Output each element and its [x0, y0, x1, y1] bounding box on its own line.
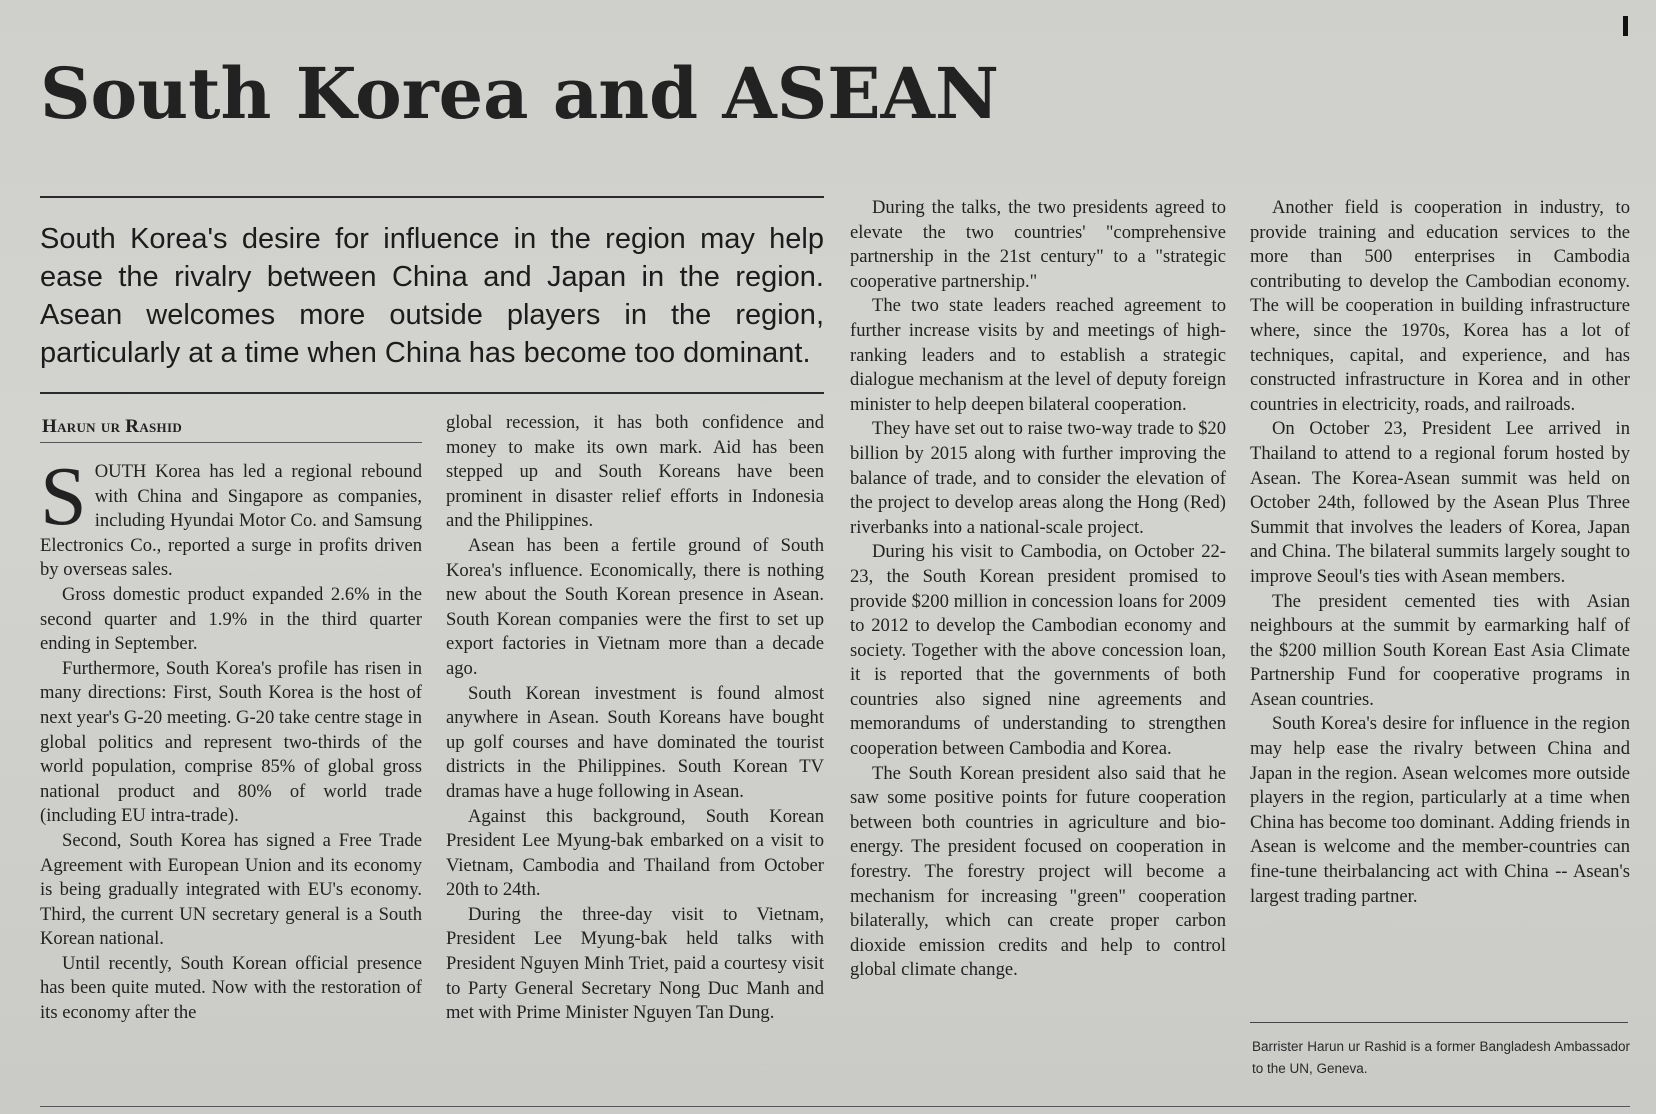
- paragraph: During the talks, the two presidents agreed to elevate the two countries' "comprehensive partnership in the 21st century" to a "strategic cooperative partnership.": [850, 197, 1226, 292]
- paragraph: Another field is cooperation in industry, to provide training and education services to the more than 500 enterprises in Cambodia contributing to develop the Cambodian economy. The will be cooperation in building infrastructure where, since the 1970s, Korea has a lot of techniques, capital, and experience, and has constructed infrastructure in Korea and in other countries in electricity, roads, and railroads.: [1250, 197, 1630, 415]
- byline-rule: [40, 442, 422, 443]
- edge-mark: [1623, 16, 1628, 36]
- paragraph: Second, South Korea has signed a Free Trade Agreement with European Union and its economy is being gradually integrated with EU's economy. Third, the current UN secretary general is a South Korean national.: [40, 829, 422, 950]
- author-footnote: Barrister Harun ur Rashid is a former Bangladesh Ambassador to the UN, Geneva.: [1252, 1039, 1630, 1076]
- paragraph: Gross domestic product expanded 2.6% in the second quarter and 1.9% in the third quarter ending in September.: [40, 583, 422, 655]
- column-2: [446, 411, 824, 1026]
- deck-top-rule: [40, 196, 824, 198]
- column-3: [850, 196, 1226, 983]
- column-1: [40, 450, 422, 1026]
- deck: South Korea's desire for influence in the region may help ease the rivalry between China and Japan in the region. Asean welcomes more outside players in the region, particularly at a time when China has become too dominant.: [40, 223, 824, 369]
- paragraph: [40, 450, 422, 583]
- paragraph: The two state leaders reached agreement to further increase visits by and meetings of high-ranking leaders and to establish a strategic dialogue mechanism at the level of deputy foreign minister to help deepen bilateral cooperation.: [850, 295, 1226, 415]
- column-4: [1250, 196, 1630, 909]
- paragraph: South Korea's desire for influence in the region may help ease the rivalry between China and Japan in the region. Asean welcomes more outside players in the region, particularly at a time when China has become too dominant. Adding friends in Asean is welcome and the member-countries can fine-tune theirbalancing act with China -- Asean's largest trading partner.: [1250, 713, 1630, 907]
- paragraph: South Korean investment is found almost anywhere in Asean. South Koreans have bought up golf courses and have dominated the tourist districts in the Philippines. South Korean TV dramas have a huge following in Asean.: [446, 682, 824, 802]
- paragraph: On October 23, President Lee arrived in Thailand to attend to a regional forum hosted by Asean. The Korea-Asean summit was held on October 24th, followed by the Asean Plus Three Summit that involves the leaders of Korea, Japan and China. The bilateral summits largely sought to improve Seoul's ties with Asean members.: [1250, 418, 1630, 587]
- paragraph: Against this background, South Korean President Lee Myung-bak embarked on a visit to Vietnam, Cambodia and Thailand from October 20th to 24th.: [446, 805, 824, 901]
- paragraph: They have set out to raise two-way trade to $20 billion by 2015 along with further improving the balance of trade, and to consider the elevation of the project to develop areas along the Hong (Red) riverbanks into a national-scale project.: [850, 418, 1226, 538]
- footnote-rule: [1250, 1022, 1628, 1023]
- paragraph: During the three-day visit to Vietnam, President Lee Myung-bak held talks with President Nguyen Minh Triet, paid a courtesy visit to Party General Secretary Nong Duc Manh and met with Prime Minister Nguyen Tan Dung.: [446, 903, 824, 1024]
- paragraph: The South Korean president also said that he saw some positive points for future cooperation between both countries in agriculture and bio-energy. The president focused on cooperation in forestry. The forestry project will become a mechanism for increasing "green" cooperation bilaterally, which can create proper carbon dioxide emission credits and help to control global climate change.: [850, 762, 1226, 981]
- deck-bottom-rule: [40, 392, 824, 394]
- byline: Harun ur Rashid: [42, 416, 183, 437]
- paragraph: Until recently, South Korean official presence has been quite muted. Now with the restoration of its economy after the: [40, 952, 422, 1024]
- paragraph: Furthermore, South Korea's profile has risen in many directions: First, South Korea is the host of next year's G-20 meeting. G-20 take centre stage in global politics and represent two-thirds of the world population, comprise 85% of global gross national product and 80% of world trade (including EU intra-trade).: [40, 657, 422, 827]
- page-bottom-rule: [40, 1106, 1630, 1107]
- dropcap: S: [40, 450, 87, 543]
- paragraph-text: OUTH Korea has led a regional rebound with China and Singapore as companies, including Hyundai Motor Co. and Samsung Electronics Co., reported a surge in profits driven by overseas sales.: [40, 461, 422, 581]
- paragraph: Asean has been a fertile ground of South Korea's influence. Economically, there is nothing new about the South Korean presence in Asean. South Korean companies were the first to set up export factories in Vietnam more than a decade ago.: [446, 534, 824, 679]
- headline: South Korea and ASEAN: [40, 52, 999, 135]
- paragraph: The president cemented ties with Asian neighbours at the summit by earmarking half of the $200 million South Korean East Asia Climate Partnership Fund for cooperative programs in Asean countries.: [1250, 590, 1630, 710]
- paragraph: During his visit to Cambodia, on October 22-23, the South Korean president promised to provide $200 million in concession loans for 2009 to 2012 to develop the Cambodian economy and society. Together with the above concession loan, it is reported that the governments of both countries also signed nine agreements and memorandums of understanding to strengthen cooperation between Cambodia and Korea.: [850, 541, 1226, 760]
- paragraph: global recession, it has both confidence and money to make its own mark. Aid has been stepped up and South Koreans have been prominent in disaster relief efforts in Indonesia and the Philippines.: [446, 412, 824, 532]
